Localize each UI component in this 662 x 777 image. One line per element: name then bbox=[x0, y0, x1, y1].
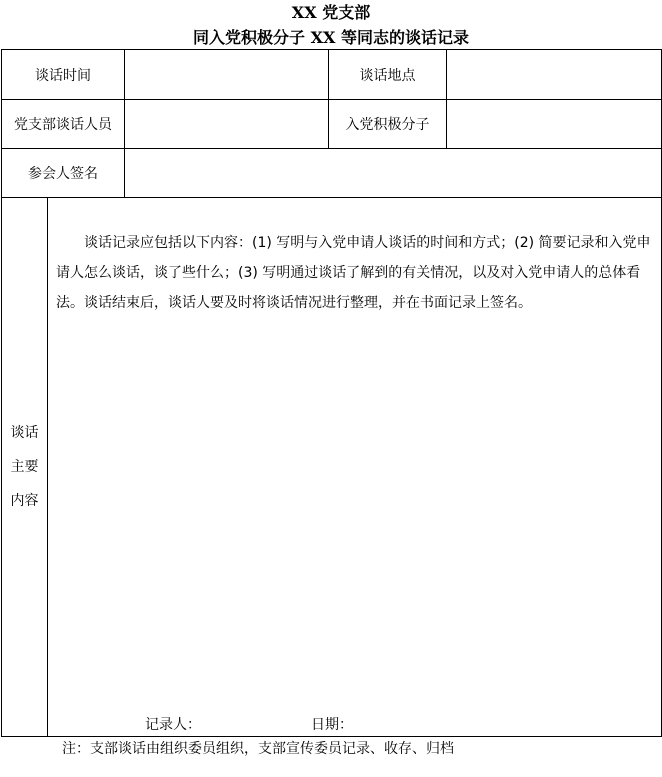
signature-line bbox=[145, 714, 545, 734]
document-title-line2: 同入党积极分子 XX 等同志的谈话记录 bbox=[193, 28, 469, 47]
talk-place-label: 谈话地点 bbox=[329, 50, 447, 100]
branch-talker-field[interactable] bbox=[125, 100, 329, 149]
content-instruction: 谈话记录应包括以下内容：(1) 写明与入党申请人谈话的时间和方式；(2) 简要记录和入党申请人怎么谈话，谈了些什么；(3) 写明通过谈话了解到的有关情况，以及对入党申请人的总体看法。谈话结束后，谈话人要及时将谈话情况进行整理，并在书面记录上签名。 bbox=[56, 235, 651, 311]
attendee-sign-label: 参会人签名 bbox=[2, 149, 125, 198]
recorder-label: 记录人： bbox=[145, 717, 201, 733]
activist-field[interactable] bbox=[447, 100, 662, 149]
content-label bbox=[2, 198, 48, 737]
activist-label: 入党积极分子 bbox=[329, 100, 447, 149]
branch-talker-label: 党支部谈话人员 bbox=[2, 100, 125, 149]
talk-time-field[interactable] bbox=[125, 50, 329, 100]
content-label-line2: 主要 bbox=[10, 459, 39, 475]
document-title-line1: XX 党支部 bbox=[291, 3, 371, 22]
talk-record-form bbox=[1, 49, 662, 737]
talk-place-field[interactable] bbox=[447, 50, 662, 100]
content-field[interactable] bbox=[48, 198, 662, 737]
attendee-sign-field[interactable] bbox=[125, 149, 662, 198]
content-label-line3: 内容 bbox=[10, 493, 39, 509]
content-label-line1: 谈话 bbox=[10, 425, 39, 441]
date-label: 日期： bbox=[311, 717, 353, 733]
footer-note: 注：支部谈话由组织委员组织，支部宣传委员记录、收存、归档 bbox=[62, 741, 454, 757]
talk-time-label: 谈话时间 bbox=[2, 50, 125, 100]
